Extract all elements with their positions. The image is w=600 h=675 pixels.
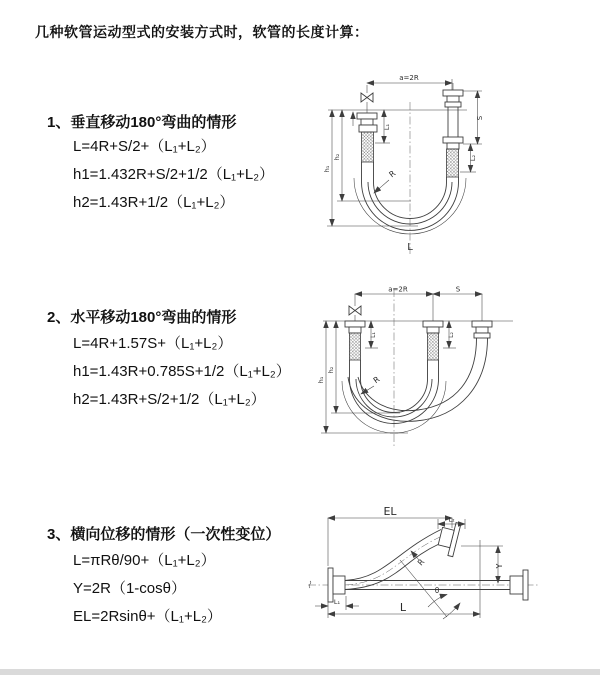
d3-centerline-mark [309, 581, 311, 588]
d2-label-l1: L₁ [370, 332, 377, 338]
formula-s1-l: L=4R+S/2+（L₁+L₂） [73, 138, 216, 155]
d3-label-l1: L₁ [333, 598, 341, 606]
d1-dimension-a2r [367, 74, 452, 90]
section-1-heading: 1、垂直移动180°弯曲的情形 [47, 114, 237, 131]
d2-dimension-l2 [443, 321, 456, 348]
d2-right-fitting [472, 321, 492, 338]
d3-right-flange [510, 570, 528, 600]
d3-dimension-el [328, 505, 452, 566]
d2-label-h1: h₁ [317, 376, 325, 384]
d1-radius-callout [374, 169, 398, 193]
d1-left-fitting [357, 113, 377, 162]
section-3-heading: 3、横向位移的情形（一次性变位） [47, 526, 281, 543]
d1-right-braid [447, 149, 459, 177]
section-2-formulas [73, 330, 291, 414]
d3-radius-construction-line [400, 560, 447, 617]
d3-label-r: R [415, 557, 427, 568]
section-3-formulas [73, 547, 222, 631]
d2-middle-fitting [423, 321, 443, 360]
d1-left-braid [362, 132, 374, 162]
d1-label-l1: L₁ [383, 123, 391, 131]
d1-label-h1: h₁ [323, 165, 331, 173]
d1-label-a2r: a=2R [399, 74, 419, 82]
d1-label-l-total: L [407, 242, 413, 253]
diagram-1-vertical-180 [310, 66, 600, 261]
d3-dimension-y [461, 546, 504, 583]
formula-s2-h2: h2=1.43R+S/2+1/2（L₁+L₂） [73, 391, 266, 408]
d2-left-braid [350, 333, 361, 360]
d1-right-fitting [443, 83, 463, 177]
formula-s3-el: EL=2Rsinθ+（L₁+L₂） [73, 608, 222, 625]
d2-dimension-h2 [327, 321, 400, 413]
d2-dimension-h1 [317, 321, 408, 433]
d3-dimension-l1 [315, 596, 359, 610]
d1-valve-icon [361, 85, 373, 113]
section-2-heading: 2、水平移动180°弯曲的情形 [47, 309, 237, 326]
formula-s1-h1: h1=1.432R+S/2+1/2（L₁+L₂） [73, 166, 275, 183]
d2-label-l2: L₂ [448, 332, 455, 338]
d1-label-l2: L₂ [469, 154, 477, 162]
d1-label-r: R [387, 168, 398, 180]
d2-label-h2: h₂ [327, 366, 335, 374]
formula-s3-l: L=πRθ/90+（L₁+L₂） [73, 552, 216, 569]
d2-label-a2r: a=2R [388, 285, 408, 294]
diagram-2-horizontal-180 [308, 281, 600, 466]
d3-left-flange [328, 568, 345, 602]
d3-dimension-l2 [438, 516, 465, 530]
d1-label-s: S [476, 115, 484, 121]
d2-middle-braid [428, 333, 439, 360]
d2-label-r: R [371, 374, 382, 386]
d3-label-theta: θ [434, 586, 440, 595]
d3-label-l: L [399, 601, 407, 614]
d2-dimension-l1 [365, 321, 378, 348]
formula-s1-h2: h2=1.43R+1/2（L₁+L₂） [73, 194, 235, 211]
section-1-formulas [73, 133, 274, 217]
d2-label-s: S [455, 285, 461, 294]
d1-dimension-l2 [460, 144, 477, 172]
d2-left-fitting [345, 321, 365, 360]
d1-label-h2: h₂ [333, 153, 341, 161]
d2-dimension-s [433, 286, 482, 322]
diagram-3-lateral-displacement [300, 500, 600, 662]
d3-label-y: Y [495, 563, 504, 569]
formula-s3-y: Y=2R（1-cosθ） [73, 580, 186, 597]
page-title: 几种软管运动型式的安装方式时，软管的长度计算： [35, 24, 369, 40]
formula-s2-h1: h1=1.43R+0.785S+1/2（L₁+L₂） [73, 363, 291, 380]
formula-s2-l: L=4R+1.57S+（L₁+L₂） [73, 335, 233, 352]
d1-dimension-s [463, 91, 484, 144]
d2-valve-icon [349, 294, 361, 321]
d3-label-el: EL [383, 505, 397, 518]
d3-label-l2: L₂ [448, 515, 455, 524]
scan-bottom-edge [0, 669, 600, 675]
d3-upper-flange [436, 520, 461, 557]
